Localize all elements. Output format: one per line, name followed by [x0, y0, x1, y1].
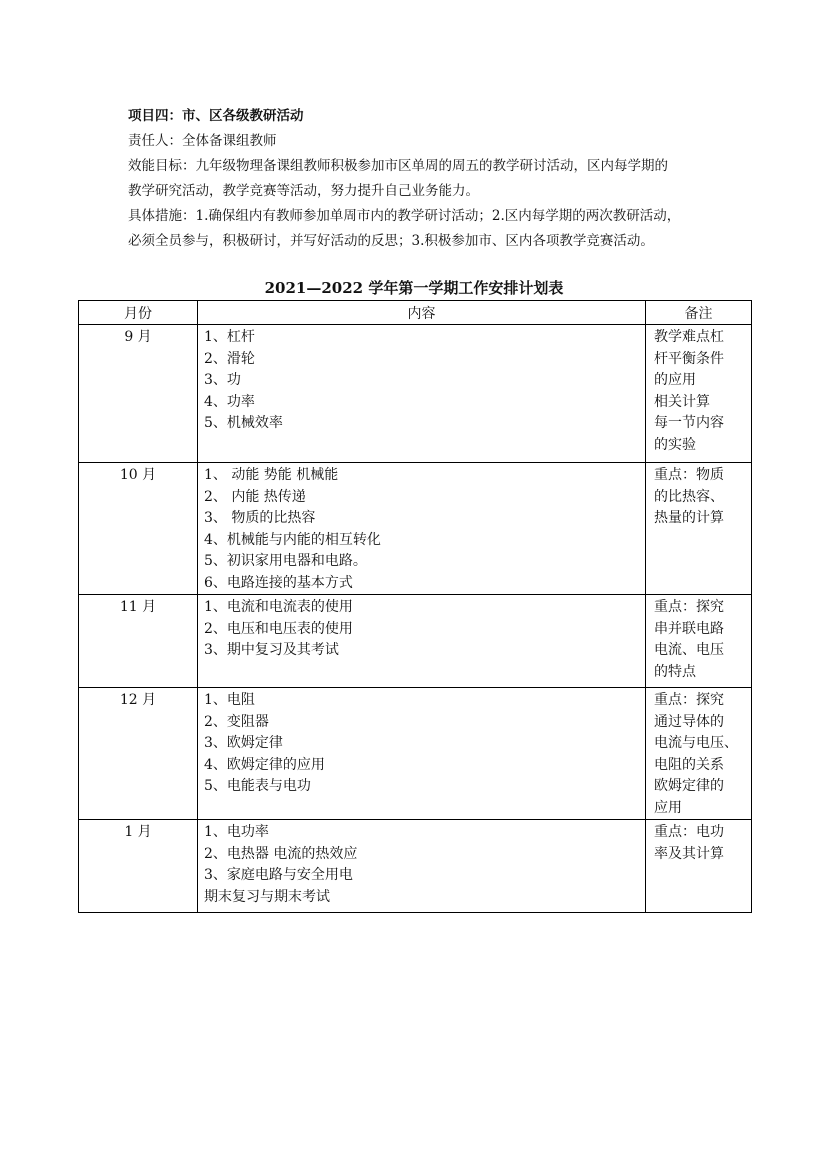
list-item: 5、电能表与电功 — [204, 778, 311, 794]
list-item: 1、杠杆 — [204, 329, 255, 345]
list-item: 2、电压和电压表的使用 — [204, 620, 353, 637]
list-item: 3、功 — [204, 372, 241, 388]
note-line: 欧姆定律的 — [654, 778, 724, 794]
note-line: 通过导体的 — [654, 713, 724, 730]
month-cell: 10 月 — [79, 463, 198, 595]
header-note: 备注 — [646, 301, 752, 325]
note-line: 电流与电压、 — [654, 735, 738, 751]
table-row — [79, 688, 752, 820]
list-item: 3、 物质的比热容 — [204, 510, 316, 526]
measures-line-2: 必须全员参与，积极研讨，并写好活动的反思；3.积极参加市、区内各项教学竞赛活动。 — [128, 233, 654, 249]
content-cell — [198, 820, 646, 913]
note-line: 的比热容、 — [654, 488, 724, 505]
list-item: 5、初识家用电器和电路。 — [204, 553, 367, 569]
list-item: 1、电功率 — [204, 824, 269, 840]
list-item: 1、 动能 势能 机械能 — [204, 467, 339, 483]
note-cell — [646, 820, 752, 913]
note-line: 应用 — [654, 799, 682, 816]
note-line: 电流、电压 — [654, 642, 724, 658]
table-row — [79, 325, 752, 463]
list-item: 2、滑轮 — [204, 350, 255, 367]
list-item: 4、功率 — [204, 393, 255, 410]
note-cell — [646, 463, 752, 595]
content-cell — [198, 325, 646, 463]
note-line: 每一节内容 — [654, 415, 724, 431]
list-item: 1、电阻 — [204, 692, 255, 708]
list-item: 3、家庭电路与安全用电 — [204, 867, 353, 883]
list-item: 期末复习与期末考试 — [204, 888, 330, 905]
note-line: 杆平衡条件 — [654, 350, 724, 367]
month-cell: 9 月 — [79, 325, 198, 463]
month-cell: 12 月 — [79, 688, 198, 820]
note-line: 重点：探究 — [654, 692, 724, 708]
list-item: 3、期中复习及其考试 — [204, 642, 339, 658]
table-row — [79, 463, 752, 595]
note-line: 教学难点杠 — [654, 329, 724, 345]
table-title: 2021—2022 学年第一学期工作安排计划表 — [264, 279, 564, 297]
header-month: 月份 — [79, 301, 198, 325]
list-item: 4、机械能与内能的相互转化 — [204, 531, 381, 548]
note-cell — [646, 688, 752, 820]
list-item: 3、欧姆定律 — [204, 735, 283, 751]
schedule-table — [78, 300, 752, 913]
list-item: 2、变阻器 — [204, 713, 269, 730]
note-line: 相关计算 — [654, 393, 710, 410]
intro-section — [128, 104, 768, 254]
note-line: 串并联电路 — [654, 620, 724, 637]
month-cell: 1 月 — [79, 820, 198, 913]
note-line: 热量的计算 — [654, 510, 724, 526]
content-cell — [198, 595, 646, 688]
note-line: 的特点 — [654, 663, 696, 680]
list-item: 6、电路连接的基本方式 — [204, 574, 353, 591]
list-item: 1、电流和电流表的使用 — [204, 599, 353, 615]
note-line: 的实验 — [654, 436, 696, 453]
table-header-row — [79, 301, 752, 325]
section-heading: 项目四：市、区各级教研活动 — [128, 108, 304, 124]
note-line: 电阻的关系 — [654, 756, 724, 773]
list-item: 2、电热器 电流的热效应 — [204, 845, 358, 862]
header-content: 内容 — [198, 301, 646, 325]
note-line: 的应用 — [654, 372, 696, 388]
table-row — [79, 595, 752, 688]
month-cell: 11 月 — [79, 595, 198, 688]
list-item: 5、机械效率 — [204, 415, 283, 431]
content-cell — [198, 688, 646, 820]
responsible-person: 责任人：全体备课组教师 — [128, 133, 277, 149]
goal-line-1: 效能目标：九年级物理备课组教师积极参加市区单周的周五的教学研讨活动，区内每学期的 — [128, 158, 668, 174]
goal-line-2: 教学研究活动，教学竞赛等活动，努力提升自己业务能力。 — [128, 183, 479, 199]
note-line: 重点：电功 — [654, 824, 724, 840]
content-cell — [198, 463, 646, 595]
table-row — [79, 820, 752, 913]
note-line: 率及其计算 — [654, 845, 724, 862]
note-line: 重点：物质 — [654, 467, 724, 483]
note-cell — [646, 595, 752, 688]
note-cell — [646, 325, 752, 463]
measures-line-1: 具体措施：1.确保组内有教师参加单周市内的教学研讨活动；2.区内每学期的两次教研活动， — [128, 208, 681, 224]
note-line: 重点：探究 — [654, 599, 724, 615]
list-item: 4、欧姆定律的应用 — [204, 756, 325, 773]
list-item: 2、 内能 热传递 — [204, 488, 306, 505]
